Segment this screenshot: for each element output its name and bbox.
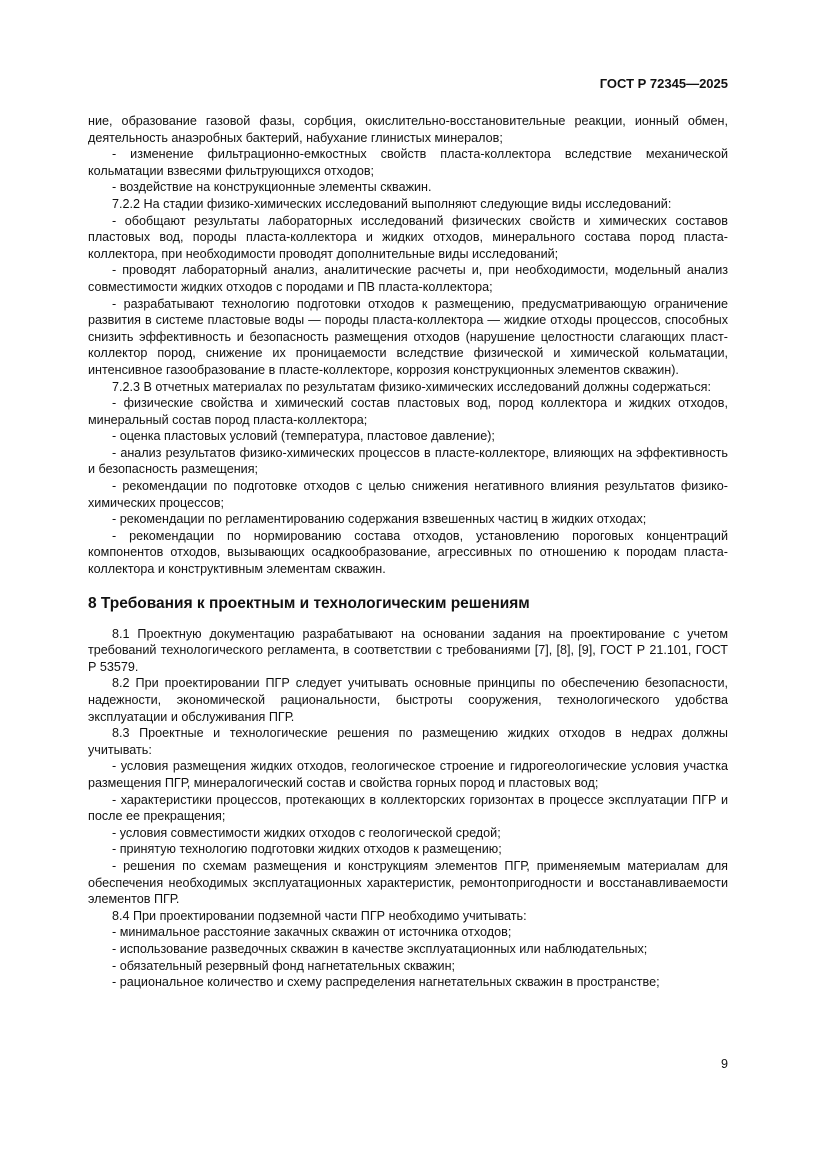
- paragraph: 8.3 Проектные и технологические решения по размещению жидких отходов в недрах должны учитывать:: [88, 726, 728, 757]
- paragraph: - принятую технологию подготовки жидких отходов к размещению;: [112, 842, 502, 857]
- paragraph: - условия размещения жидких отходов, геологическое строение и гидрогеологические условия участка размещения ПГР, минералогический состав и свойства горных пород и пластовых вод;: [88, 759, 728, 790]
- paragraph: - физические свойства и химический состав пластовых вод, пород коллектора и жидких отходов, минеральный состав пород пласта-коллектора;: [88, 396, 728, 427]
- paragraph: - воздействие на конструкционные элементы скважин.: [112, 180, 432, 195]
- paragraph: - рациональное количество и схему распределения нагнетательных скважин в пространстве;: [112, 975, 660, 990]
- paragraph: - рекомендации по подготовке отходов с целью снижения негативного влияния результатов физико-химических процессов;: [88, 479, 728, 510]
- paragraph: - анализ результатов физико-химических процессов в пласте-коллекторе, влияющих на эффективность и безопасность размещения;: [88, 445, 728, 477]
- paragraph: - проводят лабораторный анализ, аналитические расчеты и, при необходимости, модельный анализ совместимости жидких отходов с породами и ПВ пласта-коллектора;: [88, 263, 728, 294]
- paragraph: 7.2.3 В отчетных материалах по результатам физико-химических исследований должны содержаться:: [112, 379, 711, 394]
- page-header: ГОСТ Р 72345—2025: [599, 76, 728, 91]
- paragraph: - рекомендации по нормированию состава отходов, установлению пороговых концентраций компонентов отходов, вызывающих осадкообразование, агрессивных по отношению к породам пласта-коллектора и конструктивным элементам скважин.: [88, 528, 728, 577]
- paragraph: 7.2.2 На стадии физико-химических исследований выполняют следующие виды исследований:: [112, 196, 672, 211]
- paragraph: 8.2 При проектировании ПГР следует учитывать основные принципы по обеспечению безопасности, надежности, экономической рациональности, быстроты сооружения, технологического удобства эксплуатации и обслуживания ПГР.: [88, 676, 728, 724]
- section-heading: 8 Требования к проектным и технологическим решениям: [88, 594, 530, 612]
- paragraph: 8.1 Проектную документацию разрабатывают на основании задания на проектирование с учетом требований технологического регламента, в соответствии с требованиями [7], [8], [9], ГОСТ Р 21.101, ГОСТ Р 53579.: [88, 626, 728, 674]
- paragraph: - использование разведочных скважин в качестве эксплуатационных или наблюдательных;: [112, 941, 648, 956]
- paragraph: - разрабатывают технологию подготовки отходов к размещению, предусматривающую ограничение развития в системе пластовые воды — породы пласта-коллектора — жидкие отходы процессов, способных снизить эффективность и безопасность размещения отходов (нарушение целостности слагающих пласт-коллектор пород, снижение их проницаемости вследствие физической и химической кольматации, интенсивное газообразование в пласте-коллекторе, коррозия конструкционных элементов скважин).: [88, 296, 728, 377]
- paragraph: - условия совместимости жидких отходов с геологической средой;: [112, 825, 501, 840]
- paragraph: - изменение фильтрационно-емкостных свойств пласта-коллектора вследствие механической кольматации взвесями фильтрующихся отходов;: [88, 147, 728, 178]
- paragraph: ние, образование газовой фазы, сорбция, окислительно-восстановительные реакции, ионный обмен, деятельность анаэробных бактерий, набухание глинистых минералов;: [88, 114, 728, 145]
- paragraph: - обобщают результаты лабораторных исследований физических свойств и химических составов пластовых вод, породы пласта-коллектора и жидких отходов, минерального состава пород пласта-коллектора, при необходимости проводят дополнительные виды исследований;: [88, 213, 728, 261]
- paragraph: - минимальное расстояние закачных скважин от источника отходов;: [112, 925, 512, 940]
- paragraph: - оценка пластовых условий (температура, пластовое давление);: [112, 429, 495, 444]
- document-body: [88, 113, 728, 991]
- paragraph: - рекомендации по регламентированию содержания взвешенных частиц в жидких отходах;: [112, 512, 647, 527]
- paragraph: - решения по схемам размещения и конструкциям элементов ПГР, применяемым материалам для обеспечения необходимых эксплуатационных характеристик, ремонтопригодности и восстанавливаемости элементов ПГР.: [88, 858, 728, 907]
- paragraph: - характеристики процессов, протекающих в коллекторских горизонтах в процессе эксплуатации ПГР и после ее прекращения;: [88, 792, 728, 824]
- paragraph: - обязательный резервный фонд нагнетательных скважин;: [112, 958, 456, 973]
- page-number: 9: [720, 1057, 728, 1071]
- paragraph: 8.4 При проектировании подземной части ПГР необходимо учитывать:: [112, 908, 527, 923]
